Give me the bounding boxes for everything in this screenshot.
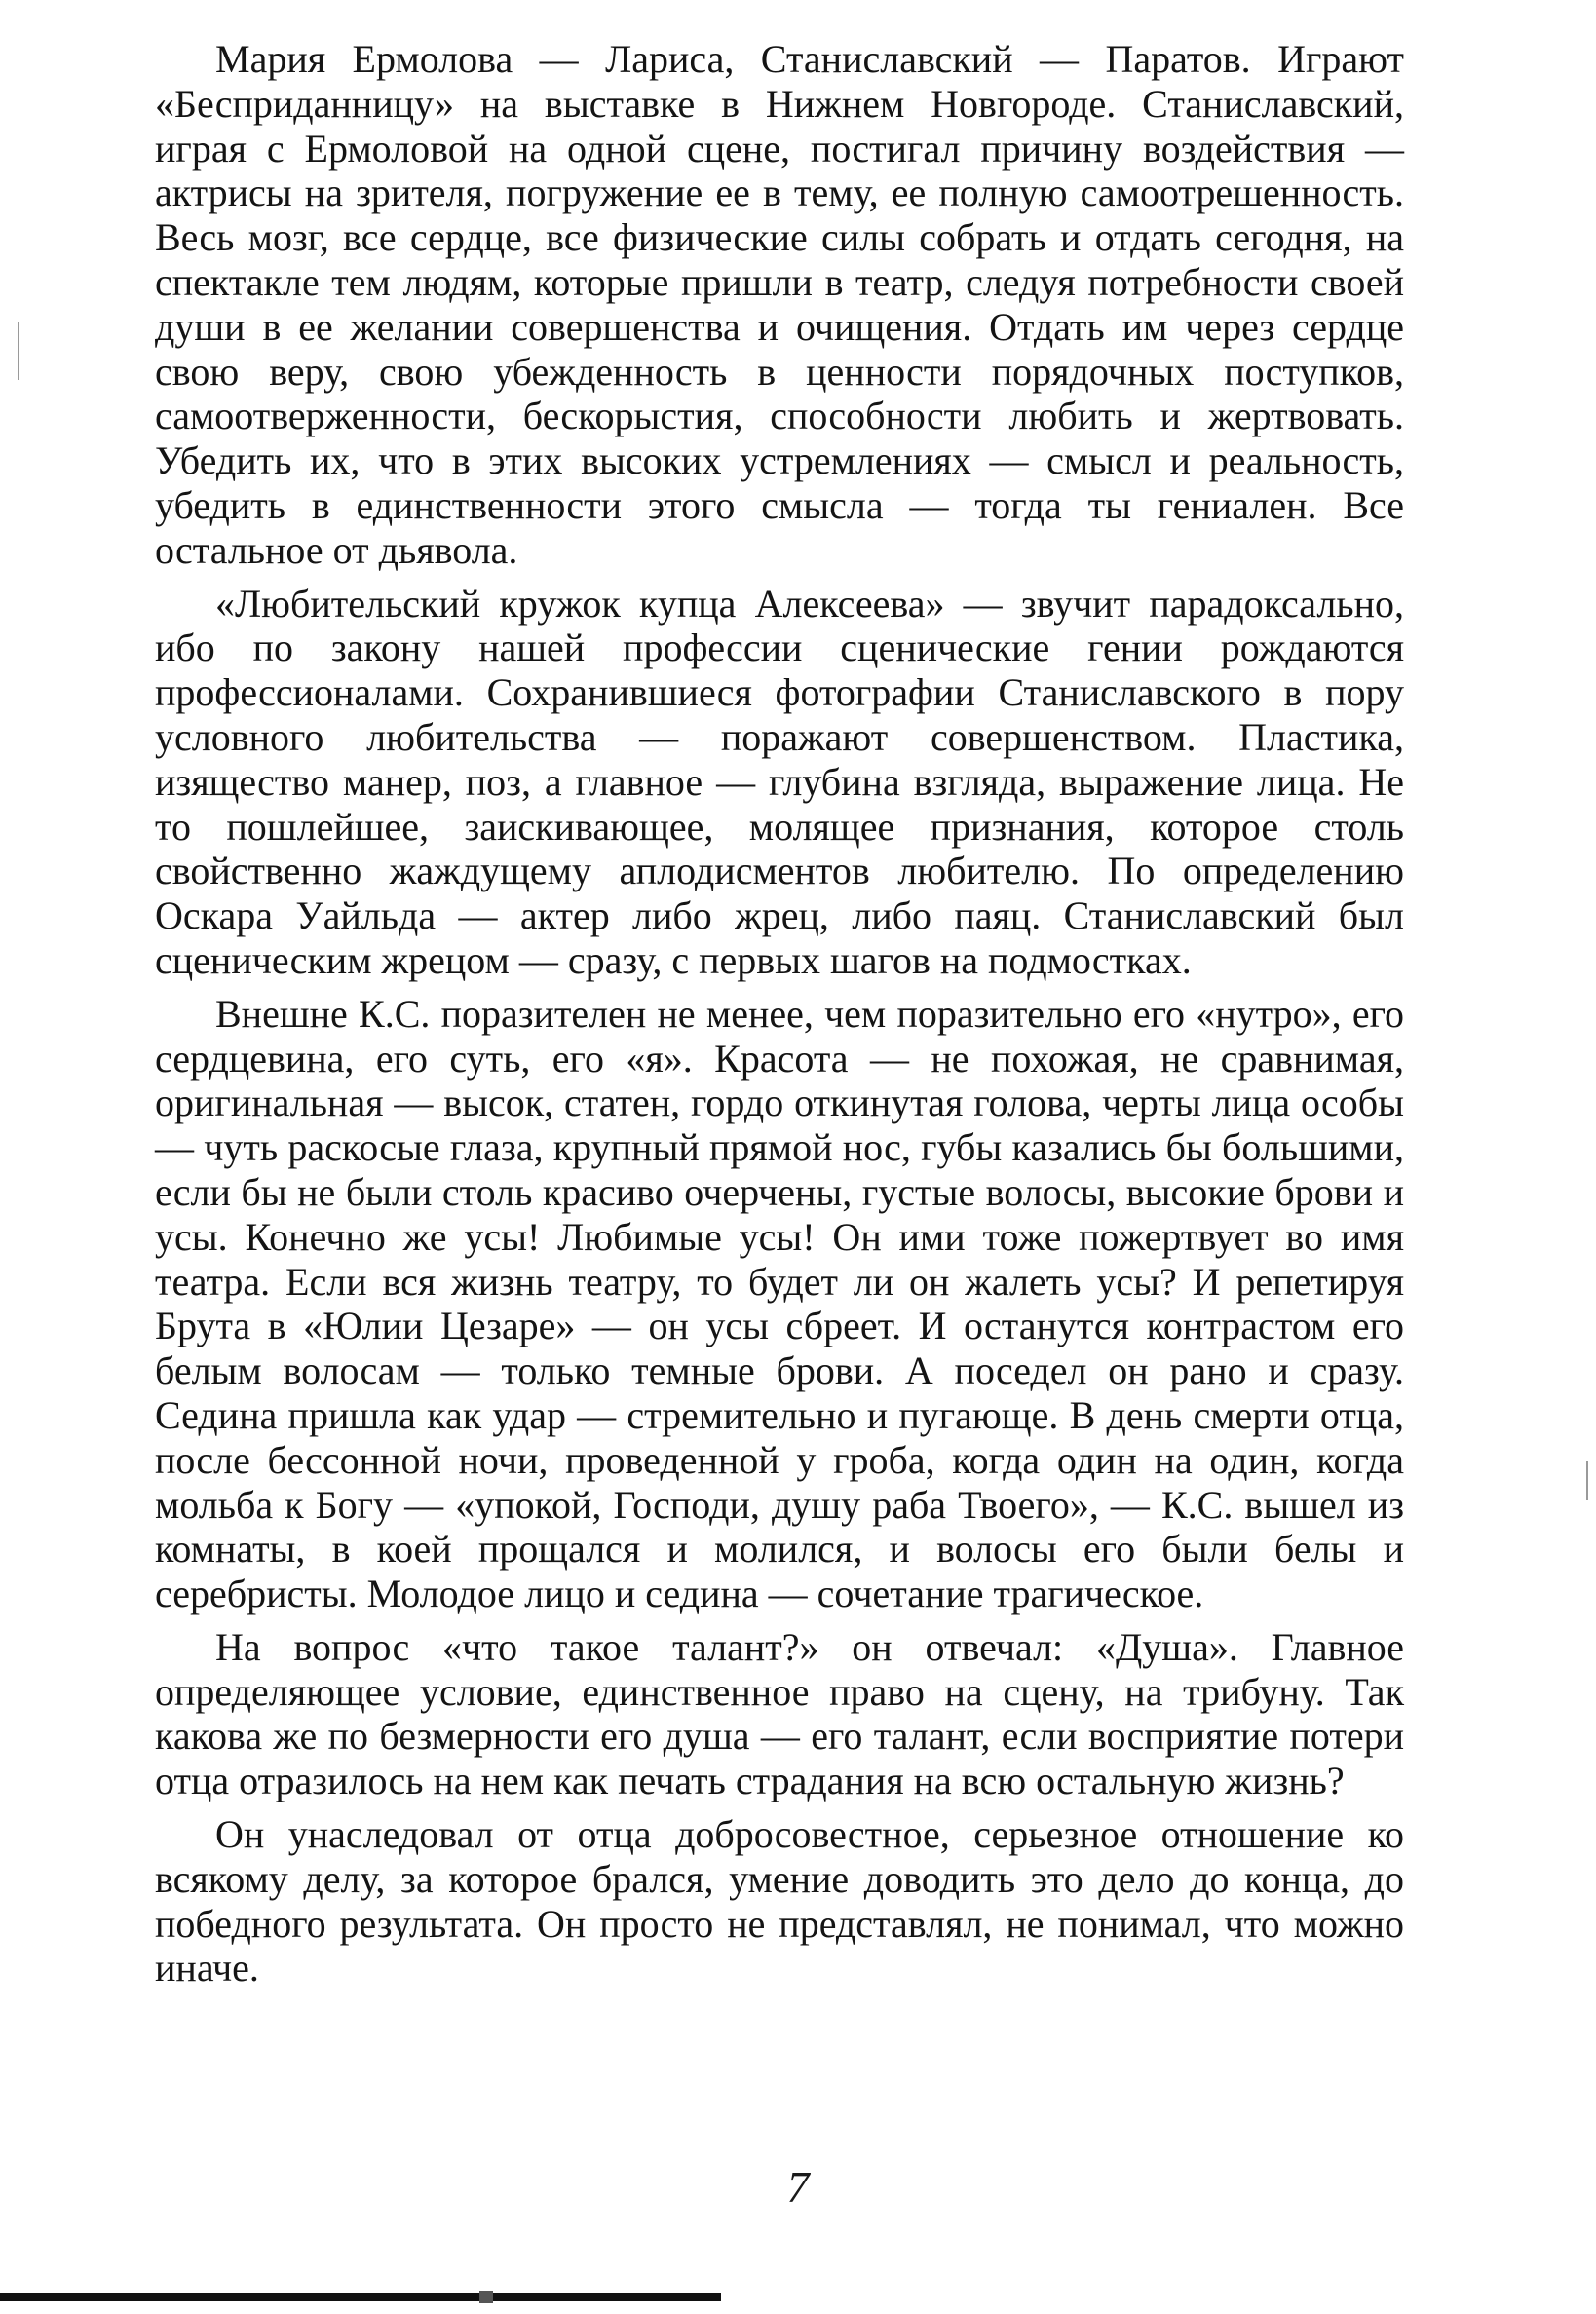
body-text: [155, 37, 1404, 1999]
paragraph-1: Мария Ермолова — Лариса, Станиславский — Паратов. Играют «Бесприданницу» на выставке в Нижнем Новгороде. Станиславский, играя с Ермоловой на одной сцене, постигал причину воздействия — актрисы на зрителя, погружение ее в тему, ее полную самоотрешенность. Весь мозг, все сердце, все физические силы собрать и отдать сегодня, на спектакле тем людям, которые пришли в театр, следуя потребности своей души в ее желании совершенства и очищения. Отдать им через сердце свою веру, свою убежденность в ценности порядочных поступков, самоотверженности, бескорыстия, способности любить и жертвовать. Убедить их, что в этих высоких устремлениях — смысл и реальность, убедить в единственности этого смысла — тогда ты гениален. Все остальное от дьявола.: [155, 37, 1404, 572]
scan-edge-bar: [0, 2293, 721, 2301]
scan-artifact-left: [18, 322, 19, 380]
paragraph-4: На вопрос «что такое талант?» он отвечал: «Душа». Главное определяющее условие, единственное право на сцену, на трибуну. Так какова же по безмерности его душа — его талант, если восприятие потери отца отразилось на нем как печать страдания на всю остальную жизнь?: [155, 1624, 1404, 1803]
paragraph-2: «Любительский кружок купца Алексеева» — звучит парадоксально, ибо по закону нашей профессии сценические гении рождаются профессионалами. Сохранившиеся фотографии Станиславского в пору условного любительства — поражают совершенством. Пластика, изящество манер, поз, а главное — глубина взгляда, выражение лица. Не то пошлейшее, заискивающее, молящее признания, которое столь свойственно жаждущему аплодисментов любителю. По определению Оскара Уайльда — актер либо жрец, либо паяц. Станиславский был сценическим жрецом — сразу, с первых шагов на подмостках.: [155, 581, 1404, 982]
paragraph-3: Внешне К.С. поразителен не менее, чем поразительно его «нутро», его сердцевина, его суть, его «я». Красота — не похожая, не сравнимая, оригинальная — высок, статен, гордо откинутая голова, черты лица особы — чуть раскосые глаза, крупный прямой нос, губы казались бы большими, если бы не были столь красиво очерчены, густые волосы, высокие брови и усы. Конечно же усы! Любимые усы! Он ими тоже пожертвует во имя театра. Если вся жизнь театру, то будет ли он жалеть усы? И репетируя Брута в «Юлии Цезаре» — он усы сбреет. И останутся контрастом его белым волосам — только темные брови. А поседел он рано и сразу. Седина пришла как удар — стремительно и пугающе. В день смерти отца, после бессонной ночи, проведенной у гроба, когда один на один, когда мольба к Богу — «упокой, Господи, душу раба Твоего», — К.С. вышел из комнаты, в коей прощался и молился, и волосы его были белы и серебристы. Молодое лицо и седина — сочетание трагическое.: [155, 991, 1404, 1616]
page-number: 7: [786, 2162, 810, 2212]
scan-artifact-right: [1586, 1461, 1588, 1500]
scan-edge-mark: [479, 2291, 493, 2303]
paragraph-5: Он унаследовал от отца добросовестное, серьезное отношение ко всякому делу, за которое брался, умение доводить это дело до конца, до победного результата. Он просто не представлял, не понимал, что можно иначе.: [155, 1812, 1404, 1991]
